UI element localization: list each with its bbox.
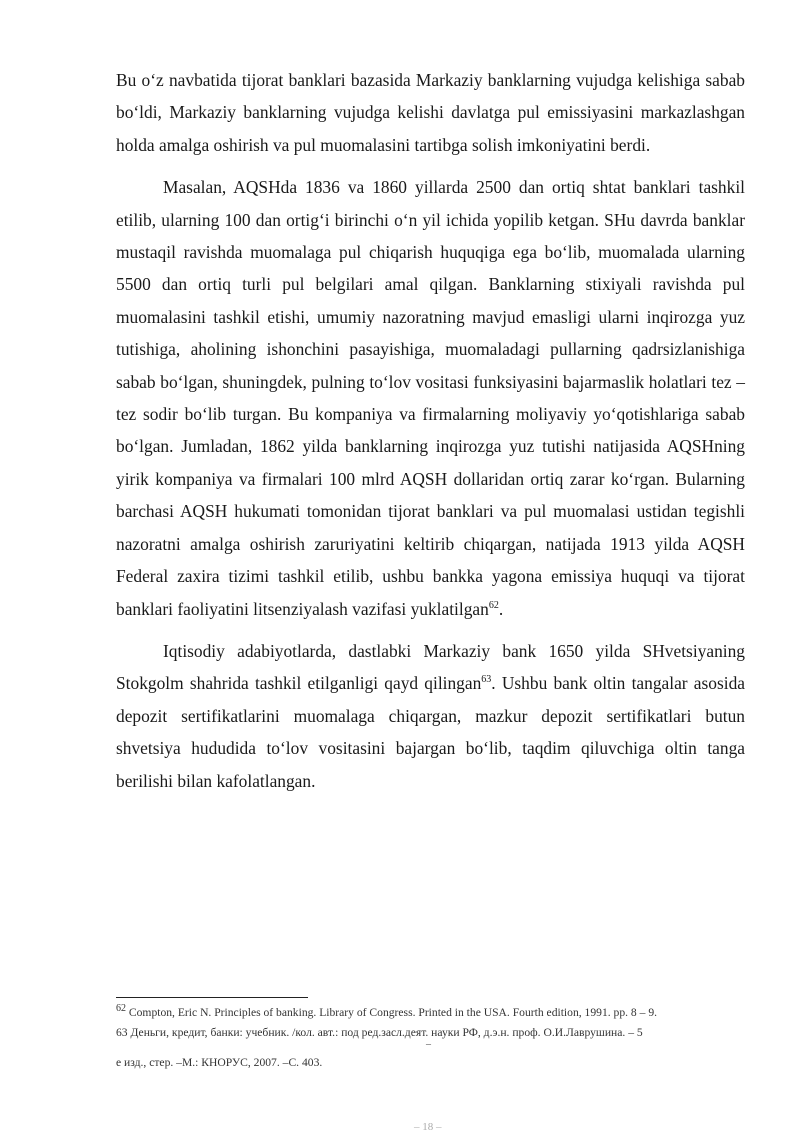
footnote-62 bbox=[116, 1003, 658, 1020]
footnote-ref-62[interactable]: 62 bbox=[488, 599, 499, 611]
footnote-63: 63 Деньги, кредит, банки: учебник. /кол. авт.: под ред.засл.деят. науки РФ, д.э.н. проф. О.И.Лаврушина. – 5 bbox=[116, 1026, 643, 1039]
footnote-ref-63[interactable]: 63 bbox=[481, 674, 492, 686]
footnote-62-number: 62 bbox=[116, 1003, 126, 1015]
footnote-63-dash: – bbox=[426, 1039, 431, 1050]
footnote-separator bbox=[116, 997, 308, 998]
paragraph-3 bbox=[116, 635, 745, 797]
paragraph-2-end: . bbox=[498, 598, 504, 619]
body-text bbox=[116, 64, 745, 797]
paragraph-3-text-b: . Ushbu bank oltin tangalar asosida depozit sertifikatlarini muomalaga chiqargan, mazkur depozit sertifikatlari butun shvetsiya hududida to‘lov vositasini bajargan bo‘lib, taqdim qiluvchiga oltin tanga berilishi bilan kafolatlangan. bbox=[116, 673, 745, 791]
paragraph-3-text-a: Iqtisodiy adabiyotlarda, dastlabki Markaziy bank 1650 yilda SHvetsiyaning Stokgolm shahrida tashkil etilganligi qayd qilingan bbox=[116, 640, 745, 694]
footnote-63-continuation: е изд., стер. –М.: КНОРУС, 2007. –С. 403. bbox=[116, 1056, 323, 1069]
paragraph-2 bbox=[116, 171, 745, 625]
page-number: – 18 – bbox=[414, 1121, 442, 1133]
paragraph-2-text: Masalan, AQSHda 1836 va 1860 yillarda 2500 dan ortiq shtat banklari tashkil etilib, ularning 100 dan ortig‘i birinchi o‘n yil ichida yopilib ketgan. SHu davrda banklar mustaqil ravishda muomalaga pul chiqarish huquqiga ega bo‘lib, muomalada ularning 5500 dan ortiq turli pul belgilari amal qilgan. Banklarning stixiyali ravishda pul muomalasini tashkil etishi, umumiy nazoratning mavjud emasligi ularni inqirozga yuz tutishiga, aholining ishonchini pasayishiga, muomaladagi pullarning qadrsizlanishiga sabab bo‘lgan, shuningdek, pulning to‘lov vositasi funksiyasini bajarmaslik holatlari tez – tez sodir bo‘lib turgan. Bu kompaniya va firmalarning moliyaviy yo‘qotishlariga sabab bo‘lgan. Jumladan, 1862 yilda banklarning inqirozga yuz tutishi natijasida AQSHning yirik kompaniya va firmalari 100 mlrd AQSH dollaridan ortiq zarar ko‘rgan. Bularning barchasi AQSH hukumati tomonidan tijorat banklari va pul muomalasi ustidan tegishli nazoratni amalga oshirish zaruriyatini keltirib chiqargan, natijada 1913 yilda AQSH Federal zaxira tizimi tashkil etilib, ushbu bankka yagona emissiya huquqi va tijorat banklari faoliyatini litsenziyalash vazifasi yuklatilgan bbox=[116, 177, 745, 619]
footnote-62-text: Compton, Eric N. Principles of banking. Library of Congress. Printed in the USA. Fourth edition, 1991. pp. 8 – 9. bbox=[126, 1006, 658, 1019]
paragraph-1: Bu o‘z navbatida tijorat banklari bazasida Markaziy banklarning vujudga kelishiga sabab bo‘ldi, Markaziy banklarning vujudga kelishi davlatga pul emissiyasini markazlashgan holda amalga oshirish va pul muomalasini tartibga solish imkoniyatini berdi. bbox=[116, 70, 745, 155]
